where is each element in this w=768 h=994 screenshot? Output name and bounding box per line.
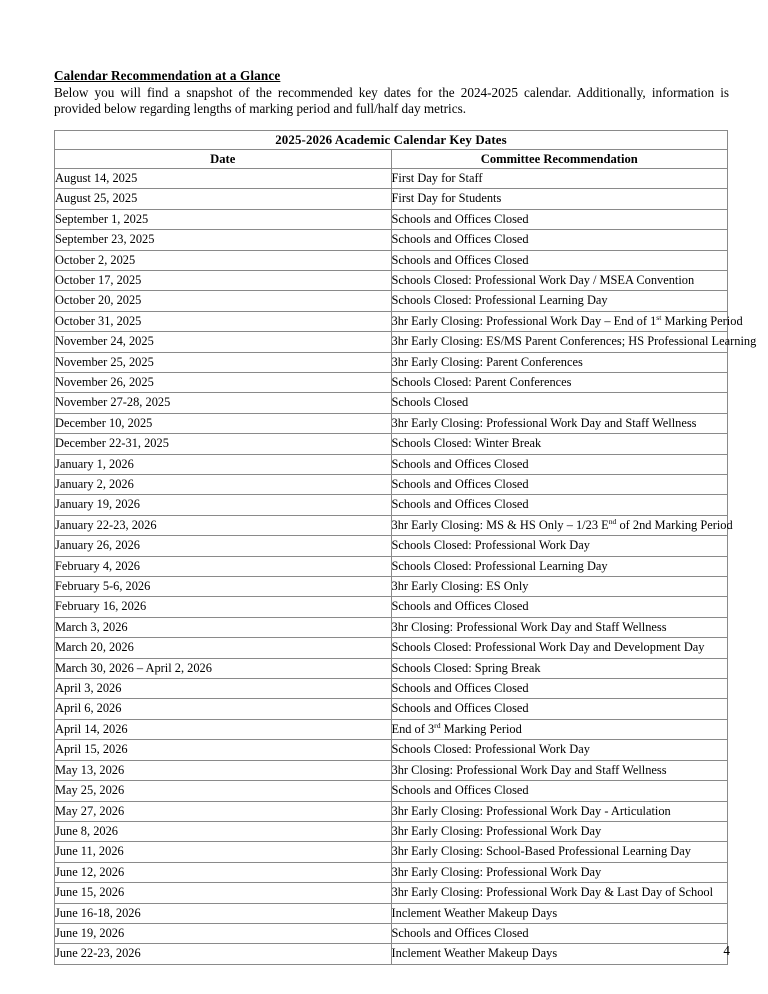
cell-date: December 22-31, 2025 — [55, 434, 392, 454]
table-row — [55, 332, 728, 352]
cell-date: October 31, 2025 — [55, 311, 392, 331]
cell-recommendation: Schools and Offices Closed — [391, 250, 728, 270]
cell-date: November 25, 2025 — [55, 352, 392, 372]
table-row — [55, 821, 728, 841]
cell-recommendation: First Day for Students — [391, 189, 728, 209]
cell-recommendation: Schools and Offices Closed — [391, 454, 728, 474]
cell-date: February 16, 2026 — [55, 597, 392, 617]
cell-date: October 20, 2025 — [55, 291, 392, 311]
cell-recommendation: Schools and Offices Closed — [391, 597, 728, 617]
table-row — [55, 536, 728, 556]
table-row — [55, 413, 728, 433]
table-row — [55, 454, 728, 474]
cell-recommendation: Schools and Offices Closed — [391, 230, 728, 250]
table-row — [55, 658, 728, 678]
table-row — [55, 577, 728, 597]
cell-date: January 1, 2026 — [55, 454, 392, 474]
table-body — [55, 168, 757, 964]
cell-recommendation: Schools and Offices Closed — [391, 781, 728, 801]
table-row — [55, 699, 728, 719]
cell-date: May 25, 2026 — [55, 781, 392, 801]
cell-recommendation: Schools and Offices Closed — [391, 923, 728, 943]
cell-recommendation: Inclement Weather Makeup Days — [391, 944, 728, 964]
cell-date: April 6, 2026 — [55, 699, 392, 719]
table-row — [55, 515, 728, 535]
table-column-header-row — [55, 149, 728, 168]
table-title-row — [55, 130, 728, 149]
cell-recommendation: 3hr Early Closing: ES Only — [391, 577, 728, 597]
cell-recommendation: Schools Closed: Parent Conferences — [391, 372, 728, 392]
key-dates-table-wrapper — [54, 130, 757, 965]
cell-date: November 27-28, 2025 — [55, 393, 392, 413]
cell-date: January 19, 2026 — [55, 495, 392, 515]
cell-recommendation: Schools Closed — [391, 393, 728, 413]
table-row — [55, 230, 728, 250]
cell-recommendation: 3hr Early Closing: Professional Work Day & Last Day of School — [391, 883, 728, 903]
cell-recommendation: Schools Closed: Professional Learning Day — [391, 556, 728, 576]
table-row — [55, 923, 728, 943]
cell-recommendation: 3hr Early Closing: School-Based Professional Learning Day — [391, 842, 728, 862]
cell-date: November 24, 2025 — [55, 332, 392, 352]
table-row — [55, 679, 728, 699]
cell-date: April 15, 2026 — [55, 740, 392, 760]
cell-date: February 5-6, 2026 — [55, 577, 392, 597]
cell-date: September 23, 2025 — [55, 230, 392, 250]
table-row — [55, 862, 728, 882]
table-row — [55, 168, 728, 188]
cell-date: January 2, 2026 — [55, 475, 392, 495]
cell-date: June 12, 2026 — [55, 862, 392, 882]
intro-paragraph: Below you will find a snapshot of the recommended key dates for the 2024-2025 calendar. Additionally, information is provided below regarding lengths of marking period and full/half day metrics. — [54, 84, 729, 116]
table-row — [55, 842, 728, 862]
page-number: 4 — [723, 943, 730, 958]
table-title: 2025-2026 Academic Calendar Key Dates — [55, 130, 728, 149]
cell-recommendation: 3hr Closing: Professional Work Day and Staff Wellness — [391, 617, 728, 637]
cell-recommendation: 3hr Early Closing: Professional Work Day and Staff Wellness — [391, 413, 728, 433]
key-dates-table — [54, 130, 757, 965]
column-header-date: Date — [55, 149, 392, 168]
cell-date: January 26, 2026 — [55, 536, 392, 556]
cell-date: June 8, 2026 — [55, 821, 392, 841]
table-row — [55, 495, 728, 515]
cell-recommendation: 3hr Early Closing: Professional Work Day — [391, 821, 728, 841]
table-row — [55, 740, 728, 760]
table-row — [55, 944, 728, 964]
table-row — [55, 781, 728, 801]
cell-date: February 4, 2026 — [55, 556, 392, 576]
cell-date: April 14, 2026 — [55, 719, 392, 739]
cell-date: January 22-23, 2026 — [55, 515, 392, 535]
cell-recommendation: Schools Closed: Professional Work Day — [391, 740, 728, 760]
cell-recommendation: 3hr Early Closing: Parent Conferences — [391, 352, 728, 372]
table-row — [55, 311, 728, 331]
table-row — [55, 617, 728, 637]
cell-recommendation: Schools and Offices Closed — [391, 475, 728, 495]
cell-recommendation: 3hr Early Closing: Professional Work Day - Articulation — [391, 801, 728, 821]
cell-date: October 17, 2025 — [55, 270, 392, 290]
cell-date: November 26, 2025 — [55, 372, 392, 392]
cell-date: March 30, 2026 – April 2, 2026 — [55, 658, 392, 678]
table-row — [55, 352, 728, 372]
cell-recommendation: Inclement Weather Makeup Days — [391, 903, 728, 923]
cell-recommendation: Schools and Offices Closed — [391, 699, 728, 719]
table-row — [55, 250, 728, 270]
cell-recommendation: 3hr Early Closing: MS & HS Only – 1/23 $E^{nd}$ of 2nd Marking Period — [391, 515, 728, 535]
cell-date: March 3, 2026 — [55, 617, 392, 637]
cell-recommendation: Schools Closed: Winter Break — [391, 434, 728, 454]
cell-date: September 1, 2025 — [55, 209, 392, 229]
table-row — [55, 270, 728, 290]
ordinal-superscript: nd — [608, 516, 617, 526]
cell-recommendation: 3hr Early Closing: Professional Work Day — [391, 862, 728, 882]
cell-date: June 16-18, 2026 — [55, 903, 392, 923]
cell-date: June 19, 2026 — [55, 923, 392, 943]
cell-date: March 20, 2026 — [55, 638, 392, 658]
table-row — [55, 434, 728, 454]
table-row — [55, 638, 728, 658]
table-row — [55, 475, 728, 495]
cell-recommendation: Schools Closed: Spring Break — [391, 658, 728, 678]
cell-recommendation: 3hr Early Closing: Professional Work Day – End of 1st Marking Period — [391, 311, 728, 331]
cell-recommendation: Schools and Offices Closed — [391, 679, 728, 699]
cell-recommendation: 3hr Closing: Professional Work Day and Staff Wellness — [391, 760, 728, 780]
cell-recommendation: Schools and Offices Closed — [391, 209, 728, 229]
table-row — [55, 883, 728, 903]
table-row — [55, 903, 728, 923]
table-row — [55, 556, 728, 576]
table-row — [55, 801, 728, 821]
cell-recommendation: Schools Closed: Professional Learning Day — [391, 291, 728, 311]
table-row — [55, 209, 728, 229]
table-row — [55, 597, 728, 617]
table-row — [55, 189, 728, 209]
column-header-recommendation: Committee Recommendation — [391, 149, 728, 168]
ordinal-superscript: rd — [434, 720, 441, 730]
cell-recommendation: Schools and Offices Closed — [391, 495, 728, 515]
cell-recommendation: Schools Closed: Professional Work Day / MSEA Convention — [391, 270, 728, 290]
cell-date: June 15, 2026 — [55, 883, 392, 903]
cell-date: December 10, 2025 — [55, 413, 392, 433]
cell-date: April 3, 2026 — [55, 679, 392, 699]
cell-date: June 11, 2026 — [55, 842, 392, 862]
cell-date: May 27, 2026 — [55, 801, 392, 821]
cell-recommendation: First Day for Staff — [391, 168, 728, 188]
cell-recommendation: Schools Closed: Professional Work Day and Development Day — [391, 638, 728, 658]
cell-recommendation: 3hr Early Closing: ES/MS Parent Conferences; HS Professional Learning — [391, 332, 728, 352]
ordinal-superscript: st — [656, 312, 662, 322]
table-row — [55, 393, 728, 413]
cell-recommendation: Schools Closed: Professional Work Day — [391, 536, 728, 556]
cell-date: August 14, 2025 — [55, 168, 392, 188]
section-heading: Calendar Recommendation at a Glance — [54, 68, 281, 83]
table-row — [55, 291, 728, 311]
cell-date: June 22-23, 2026 — [55, 944, 392, 964]
cell-recommendation: End of 3rd Marking Period — [391, 719, 728, 739]
document-body — [54, 68, 757, 965]
table-row — [55, 760, 728, 780]
cell-date: October 2, 2025 — [55, 250, 392, 270]
table-row — [55, 372, 728, 392]
table-row — [55, 719, 728, 739]
cell-date: May 13, 2026 — [55, 760, 392, 780]
cell-date: August 25, 2025 — [55, 189, 392, 209]
table-head — [55, 130, 728, 168]
